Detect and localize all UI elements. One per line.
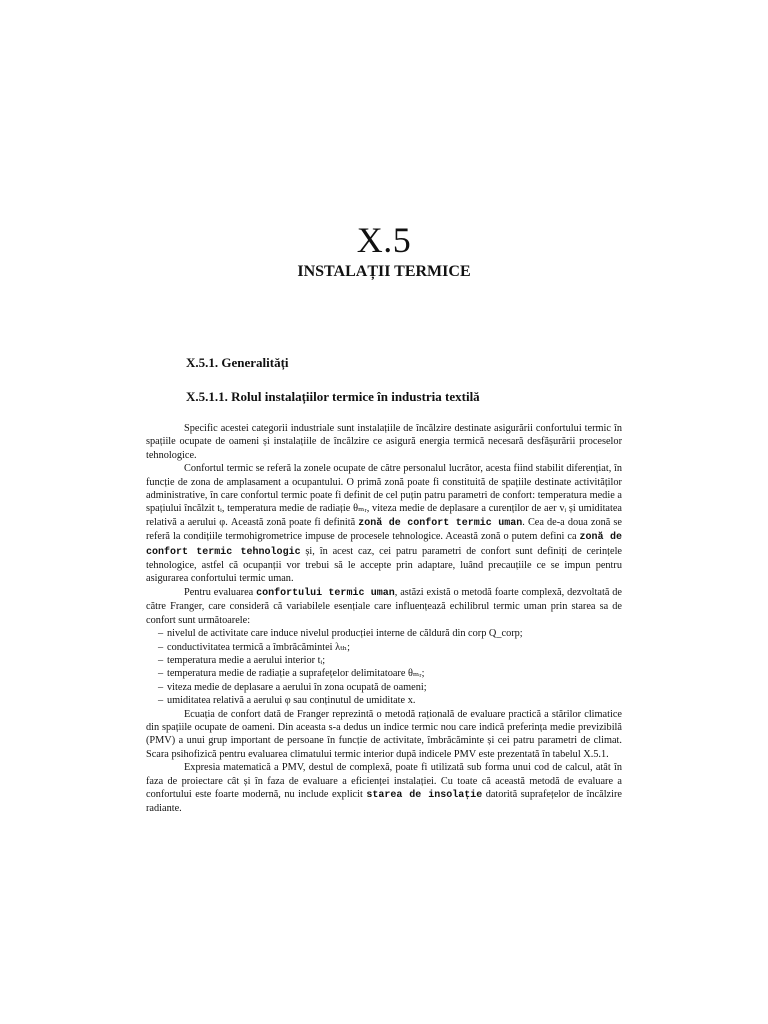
section-heading: X.5.1. Generalități [186, 355, 289, 370]
list-item-text: temperatura medie a aerului interior tᵢ; [167, 654, 326, 666]
emphasis-term: zonă de confort termic uman [358, 517, 523, 529]
list-item [158, 681, 622, 694]
paragraph-2 [146, 462, 622, 586]
chapter-title: INSTALAȚII TERMICE [297, 263, 471, 280]
dash-bullet: – [158, 681, 164, 693]
text-run: datorită suprafețelor de încălzire radiante. [146, 788, 622, 815]
subsection-heading: X.5.1.1. Rolul instalațiilor termice în industria textilă [186, 389, 480, 404]
emphasis-term: starea de insolație [366, 789, 483, 801]
list-item-text: viteza medie de deplasare a aerului în zona ocupată de oameni; [167, 681, 427, 693]
paragraph-5 [146, 761, 622, 816]
dash-bullet: – [158, 695, 164, 707]
emphasis-term: confortului termic uman [256, 587, 395, 599]
text-run: Pentru evaluarea [184, 586, 257, 598]
paragraph-1: Specific acestei categorii industriale sunt instalațiile de încălzire destinate asigurării confortului termic în spațiile ocupate de oameni și instalațiile de încălzire ce asigură energia termică necesară desfășurării proceselor tehnologice. [146, 423, 622, 461]
emphasis-term: zonă de confort termic tehnologic [146, 532, 622, 558]
list-item [158, 627, 622, 640]
variable-list [146, 627, 622, 707]
list-item [158, 694, 622, 707]
paragraph-4: Ecuația de confort dată de Franger reprezintă o metodă rațională de evaluare practică a stărilor climatice din spațiile ocupate de oameni. Din aceasta s-a dedus un indice termic nou care indică preferința medie previzibilă (PMV) a unui grup important de persoane în funcție de activitate, îmbrăcăminte și cei patru parametri de climat. Scara psihofizică pentru evaluarea climatului termic interior după indicele PMV este prezentată în tabelul X.5.1. [146, 708, 622, 760]
body-text [146, 422, 622, 816]
text-run: , astăzi există o metodă foarte complexă, dezvoltată de către Franger, care consideră că variabilele esențiale care influențează echilibrul termic uman prin starea sa de confort sunt următoarele: [146, 586, 622, 626]
dash-bullet: – [158, 668, 164, 680]
dash-bullet: – [158, 628, 164, 640]
text-run: Confortul termic se referă la zonele ocupate de către personalul lucrător, acesta fiind stabilit diferențiat, în funcție de zona de amplasament a ocupantului. O primă zonă poate fi constituită de spațiile destinate activităților administrative, în care confortul termic poate fi definit de cel puțin patru parametri de confort: temperatura medie a spațiului încălzit tᵢ, temperatura medie de radiație θₘᵣ, viteza medie de deplasare a curenților de aer vᵢ și umiditatea relativă a aerului φ. Această zonă poate fi definită [146, 463, 622, 528]
list-item-text: conductivitatea termică a îmbrăcămintei λₜₕ; [167, 641, 350, 653]
list-item [158, 641, 622, 654]
paragraph-3 [146, 586, 622, 627]
list-item-text: nivelul de activitate care induce nivelul producției interne de căldură din corp Q_corp; [167, 628, 523, 640]
dash-bullet: – [158, 641, 164, 653]
list-item [158, 667, 622, 680]
list-item-text: umiditatea relativă a aerului φ sau conținutul de umiditate x. [167, 695, 416, 707]
list-item-text: temperatura medie de radiație a suprafețelor delimitatoare θₘᵣ; [167, 668, 425, 680]
list-item [158, 654, 622, 667]
chapter-number: X.5 [356, 220, 412, 260]
text-run: Expresia matematică a PMV, destul de complexă, poate fi utilizată sub forma unui cod de calcul, atât în faza de proiectare cât și în faza de evaluare a eficienței instalației. Cu toate că această metodă de evaluare a confortului este foarte modernă, nu include explicit [146, 762, 622, 800]
dash-bullet: – [158, 654, 164, 666]
text-run: . Cea de-a doua zonă se referă la condițiile termohigrometrice impuse de procesele tehnologice. Această zonă o putem defini ca [146, 516, 622, 543]
text-run: și, în acest caz, cei patru parametri de confort sunt definiți de cerințele tehnologice, astfel că ocupanții vor trebui să le accepte prin adaptare, luând precauțiile ce se impun pentru asigurarea confortului termic uman. [146, 545, 623, 585]
